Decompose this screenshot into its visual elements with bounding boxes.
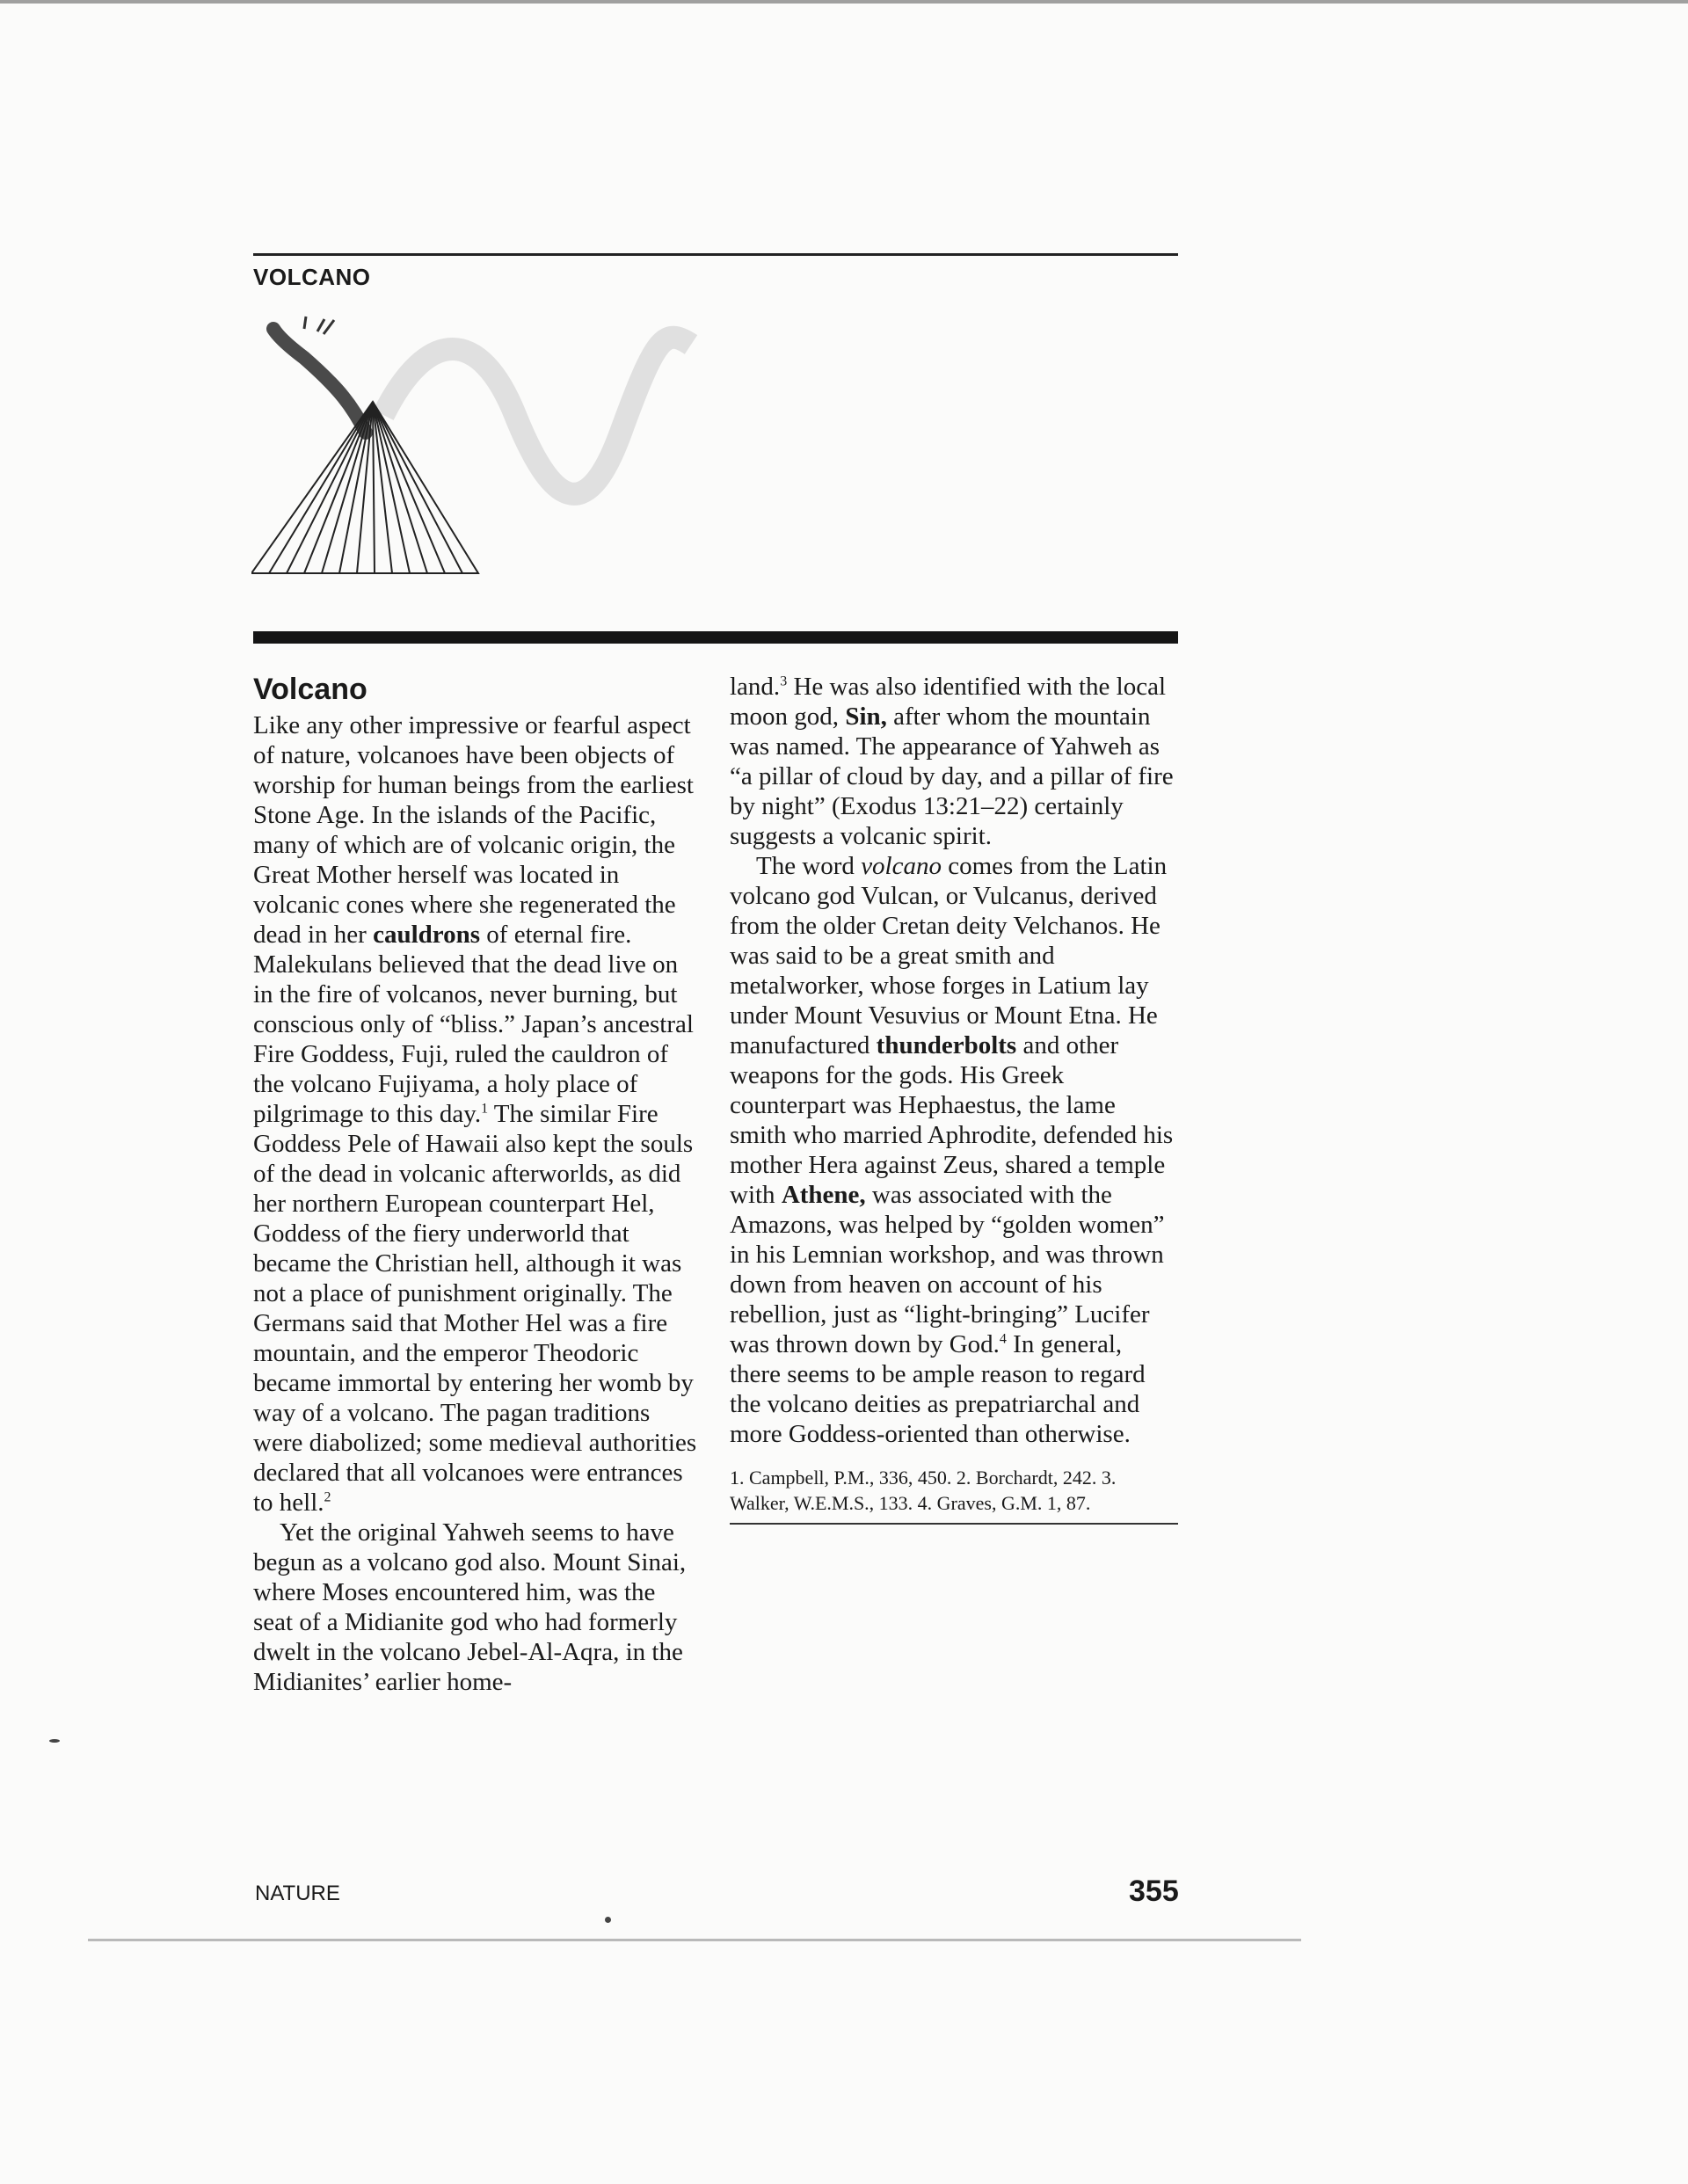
footnote-ref: 1 [481,1101,489,1117]
section-rule [253,631,1178,644]
text-run: land. [730,673,781,701]
running-head: VOLCANO [253,264,371,290]
header-rule [253,253,1178,256]
term-sin: Sin, [845,703,887,731]
term-thunderbolts: thunderbolts [876,1031,1017,1059]
page-number: 355 [1129,1875,1179,1908]
text-run: In general, there seems to be ample reason to regard the volcano deities as prepatriarchal and more Goddess-oriented than otherwise. [730,1330,1146,1448]
term-cauldrons: cauldrons [373,921,481,949]
text-run: of eternal fire. Malekulans believed that the dead live on in the fire of volcanos, never burning, but conscious only of “bliss.” Japan’s ancestral Fire Goddess, Fuji, ruled the cauldron of the volcano Fujiyama, a holy place of pilgrimage to this day. [253,921,694,1128]
text-run: He was also identified with the local moon god, [730,673,1167,731]
paragraph [730,851,1178,1449]
text-run: was associated with the Amazons, was helped by “golden women” in his Lemnian workshop, and was thrown down from heaven on account of his rebellion, just as “light-bringing” Lucifer was thrown down by God. [730,1181,1165,1358]
article-column-right [730,672,1178,1525]
scan-speck [49,1739,60,1743]
text-run: after whom the mountain was named. The appearance of Yahweh as “a pillar of cloud by day, and a pillar of fire by night” (Exodus 13:21–22) certainly suggests a volcanic spirit. [730,703,1174,850]
term-athene: Athene, [781,1181,866,1209]
text-run: The similar Fire Goddess Pele of Hawaii also kept the souls of the dead in volcanic afterworlds, as did her northern European counterpart Hel, Goddess of the fiery underworld that became the Christian hell, although it was not a place of punishment originally. The Germans said that Mother Hel was a fire mountain, and the emperor Theodoric became immortal by entering her womb by way of a volcano. The pagan traditions were diabolized; some medieval authorities declared that all volcanoes were entrances to hell. [253,1100,697,1517]
paragraph [253,710,700,1518]
volcano-serpent-symbol [251,309,709,582]
paragraph: Yet the original Yahweh seems to have begun as a volcano god also. Mount Sinai, where Moses encountered him, was the seat of a Midianite god who had formerly dwelt in the volcano Jebel-Al-Aqra, in the Midianites’ earlier home- [253,1518,687,1696]
footnote-ref: 2 [324,1489,331,1505]
scan-edge-bottom [88,1939,1301,1941]
article-column-left [253,672,700,1697]
section-heading: Volcano [253,673,367,706]
text-run: Like any other impressive or fearful aspect of nature, volcanoes have been objects of worship for human beings from the earliest Stone Age. In the islands of the Pacific, many of which are of volcanic origin, the Great Mother herself was located in volcanic cones where she regenerated the dead in her [253,711,694,949]
text-run: and other weapons for the gods. His Greek counterpart was Hephaestus, the lame smith who married Aphrodite, defended his mother Hera against Zeus, shared a temple with [730,1031,1174,1209]
term-volcano: volcano [861,852,942,880]
scan-edge-top [0,0,1688,16]
footnote-ref: 4 [999,1331,1007,1347]
running-foot: NATURE [255,1882,340,1905]
text-run: The word [756,852,862,880]
paragraph [730,672,1178,851]
scan-speck [605,1917,611,1923]
footnote-ref: 3 [780,673,788,689]
footnotes: 1. Campbell, P.M., 336, 450. 2. Borchardt, 242. 3. Walker, W.E.M.S., 133. 4. Graves, G.M. 1, 87. [730,1465,1178,1525]
text-run: comes from the Latin volcano god Vulcan, or Vulcanus, derived from the older Cretan deity Velchanos. He was said to be a great smith and metalworker, whose forges in Latium lay under Mount Vesuvius or Mount Etna. He manufactured [730,852,1168,1059]
